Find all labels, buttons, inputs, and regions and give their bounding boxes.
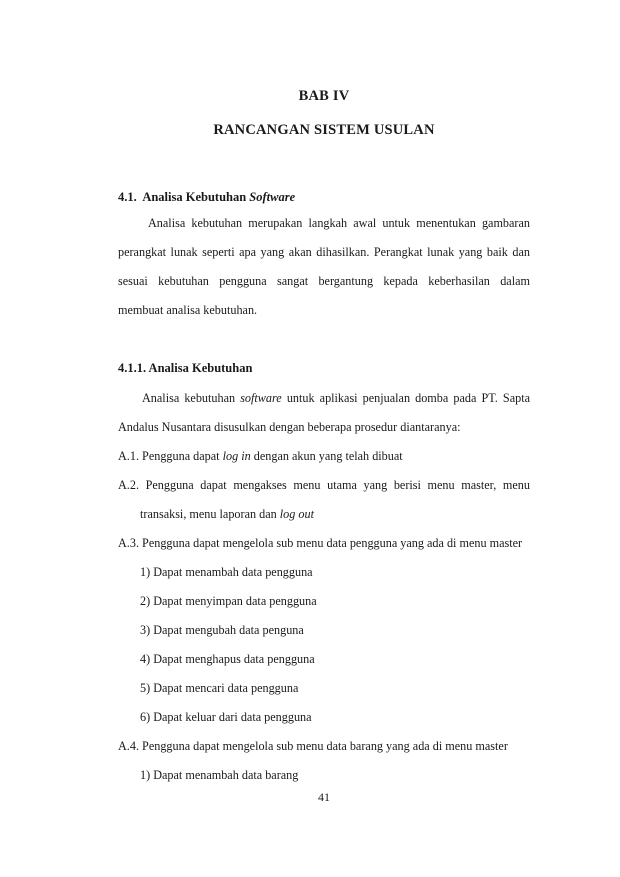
section-title: Analisa Kebutuhan <box>142 190 247 204</box>
text-run: A.1. Pengguna dapat <box>118 449 220 463</box>
sub-item: 4) Dapat menghapus data pengguna <box>140 652 315 666</box>
text-run: dengan akun yang telah dibuat <box>253 449 403 463</box>
text-run-italic: log out <box>279 507 314 521</box>
paragraph-line <box>142 391 530 406</box>
text-run: untuk aplikasi penjualan domba pada PT. Sapta <box>286 391 531 405</box>
section-number: 4.1. <box>118 190 137 204</box>
list-item-a4: A.4. Pengguna dapat mengelola sub menu data barang yang ada di menu master <box>118 739 508 753</box>
text-run-italic: software <box>240 391 282 405</box>
sub-item: 1) Dapat menambah data pengguna <box>140 565 313 579</box>
paragraph-line: membuat analisa kebutuhan. <box>118 303 258 317</box>
list-item-a2-continued <box>140 507 552 522</box>
sub-item: 2) Dapat menyimpan data pengguna <box>140 594 317 608</box>
chapter-title: RANCANGAN SISTEM USULAN <box>213 122 435 138</box>
text-run-italic: log in <box>222 449 251 463</box>
sub-item: 1) Dapat menambah data barang <box>140 768 299 782</box>
paragraph-line: perangkat lunak seperti apa yang akan dihasilkan. Perangkat lunak yang baik dan <box>118 245 530 259</box>
text-run: transaksi, menu laporan dan <box>140 507 277 521</box>
paragraph-line: sesuai kebutuhan pengguna sangat bergantung kepada keberhasilan dalam <box>118 274 530 288</box>
section-title-italic: Software <box>249 190 296 204</box>
page-number: 41 <box>318 790 330 804</box>
sub-item: 5) Dapat mencari data pengguna <box>140 681 299 695</box>
section-heading-4-1 <box>118 190 295 205</box>
list-item-a1 <box>118 449 530 464</box>
text-run: Analisa kebutuhan <box>142 391 236 405</box>
section-heading-4-1-1: 4.1.1. Analisa Kebutuhan <box>118 361 253 375</box>
list-item-a3: A.3. Pengguna dapat mengelola sub menu data pengguna yang ada di menu master <box>118 536 523 550</box>
sub-item: 6) Dapat keluar dari data pengguna <box>140 710 312 724</box>
paragraph-line: Andalus Nusantara disusulkan dengan beberapa prosedur diantaranya: <box>118 420 461 434</box>
sub-item: 3) Dapat mengubah data penguna <box>140 623 304 637</box>
paragraph-line: Analisa kebutuhan merupakan langkah awal untuk menentukan gambaran <box>148 216 530 230</box>
chapter-label: BAB IV <box>298 88 350 104</box>
list-item-a2: A.2. Pengguna dapat mengakses menu utama yang berisi menu master, menu <box>118 478 530 492</box>
